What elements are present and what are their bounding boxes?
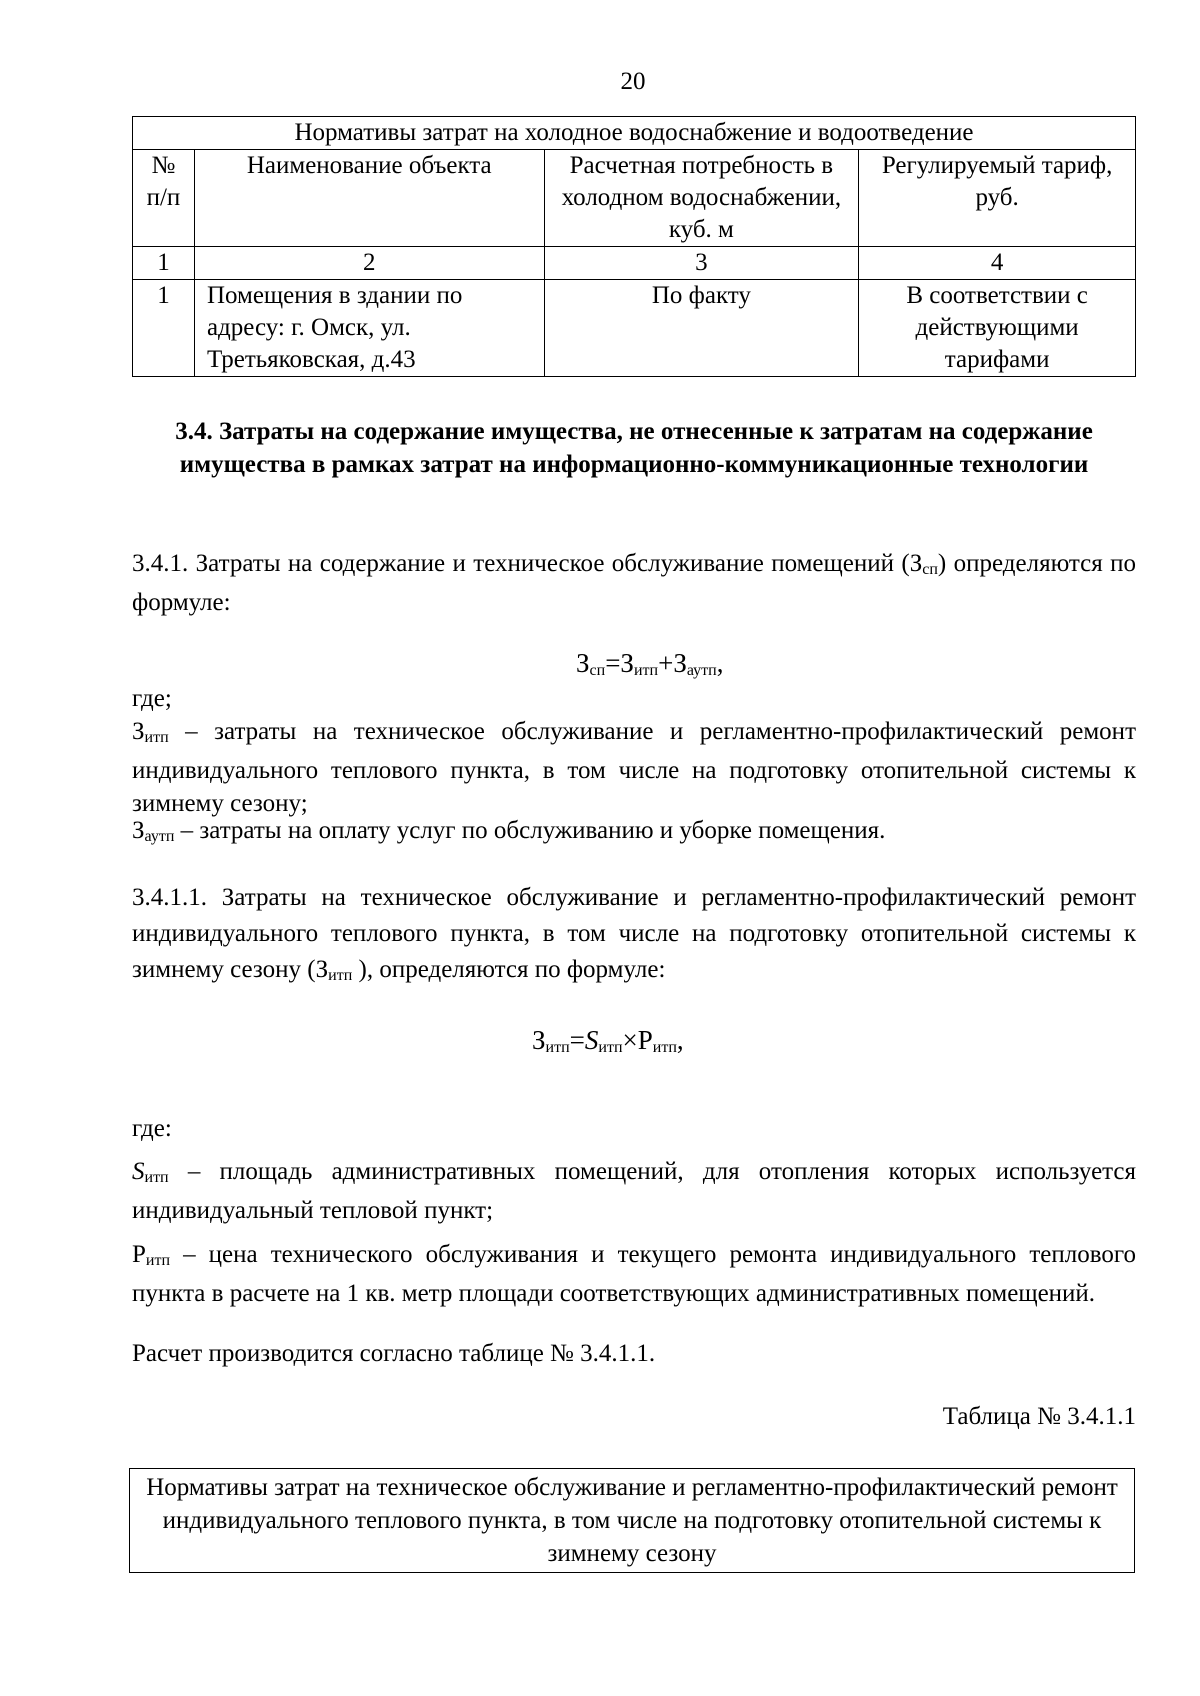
- table-title-row: [133, 117, 1136, 150]
- heating-point-norms-table: [129, 1468, 1135, 1573]
- table-title: Нормативы затрат на техническое обслуживание и регламентно-профилактический ремонт индивидуального теплового пункта, в том числе на подготовку отопительной системы к зимнему сезону: [130, 1469, 1135, 1573]
- row-tariff: В соответствии с действующими тарифами: [859, 280, 1136, 377]
- section-heading: 3.4. Затраты на содержание имущества, не отнесенные к затратам на содержание имущества в рамках затрат на информационно-коммуникационные технологии: [175, 418, 1093, 478]
- page-number: 20: [620, 68, 646, 95]
- index-cell: 3: [544, 247, 859, 280]
- header-tariff: Регулируемый тариф, руб.: [859, 150, 1136, 247]
- where-label-2: где:: [132, 1115, 172, 1142]
- definition-s: $S_{итп}$ – площадь административных помещений, для отопления которых используется индивидуальный тепловой пункт;: [132, 1158, 1136, 1224]
- where-label-1: где;: [132, 685, 172, 712]
- index-cell: 4: [859, 247, 1136, 280]
- table-title: Нормативы затрат на холодное водоснабжение и водоотведение: [133, 117, 1136, 150]
- paragraph-text: 3.4.1. Затраты на содержание и техническое обслуживание помещений (З: [132, 550, 923, 577]
- definition-itp: $З_{итп}$ – затраты на техническое обслуживание и регламентно-профилактический ремонт индивидуального теплового пункта, в том числе на подготовку отопительной системы к зимнему сезону;: [132, 718, 1136, 817]
- paragraph-3-4-1-1: 3.4.1.1. Затраты на техническое обслуживание и регламентно-профилактический ремонт индивидуального теплового пункта, в том числе на подготовку отопительной системы к зимнему сезону ($З_{итп}$ ), определяются по формуле:: [132, 884, 1136, 984]
- table-title-row: [130, 1469, 1135, 1573]
- table-index-row: [133, 247, 1136, 280]
- header-number: № п/п: [133, 150, 195, 247]
- paragraph-3-4-1: [132, 547, 1136, 619]
- formula-zsp: $З_{сп}=З_{итп}+З_{аутп}$,: [576, 648, 724, 679]
- definition-p: $Р_{итп}$ – цена технического обслуживания и текущего ремонта индивидуального теплового пункта в расчете на 1 кв. метр площади соответствующих административных помещений.: [132, 1241, 1136, 1307]
- definition-autp: $З_{аутп}$ – затраты на оплату услуг по обслуживанию и уборке помещения.: [132, 817, 886, 845]
- index-cell: 1: [133, 247, 195, 280]
- row-number: 1: [133, 280, 195, 377]
- subscript: сп: [922, 561, 938, 578]
- table-caption: Таблица № 3.4.1.1: [942, 1403, 1136, 1430]
- header-object-name: Наименование объекта: [194, 150, 544, 247]
- row-object-name: Помещения в здании по адресу: г. Омск, ул. Третьяковская, д.43: [194, 280, 544, 377]
- table-row: [133, 280, 1136, 377]
- row-water-need: По факту: [544, 280, 859, 377]
- formula-zitp: $З_{итп}=S_{итп}\times Р_{итп}$,: [532, 1025, 684, 1056]
- calculation-note: Расчет производится согласно таблице № 3.4.1.1.: [132, 1340, 656, 1367]
- header-water-need: Расчетная потребность в холодном водоснабжении, куб. м: [544, 150, 859, 247]
- paragraph-tail: ) определяются по формуле:: [132, 550, 1136, 616]
- index-cell: 2: [194, 247, 544, 280]
- water-norms-table: [132, 116, 1136, 377]
- table-header-row: [133, 150, 1136, 247]
